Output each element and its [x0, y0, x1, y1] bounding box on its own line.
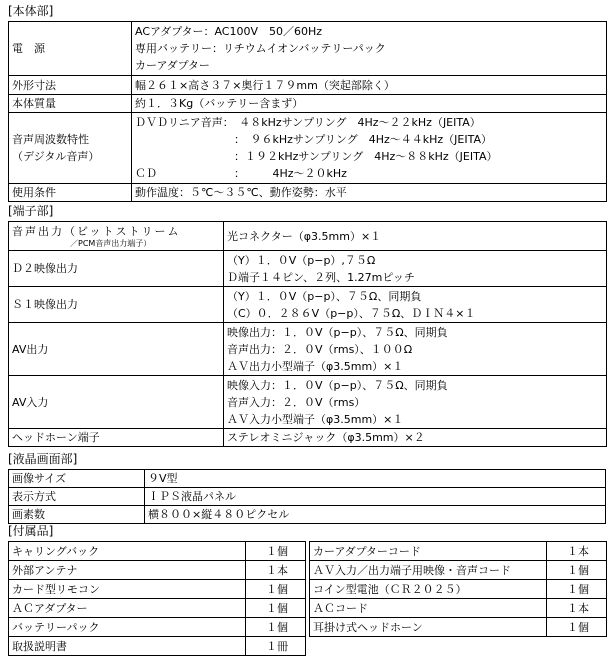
- lcd-label: 画像サイズ: [9, 470, 145, 488]
- conditions-value: 動作温度：５℃〜３５℃、動作姿勢：水平: [132, 184, 607, 202]
- section-title-accessories: [付属品]: [8, 524, 54, 538]
- power-value: [132, 22, 607, 76]
- dimensions-label: 外形寸法: [9, 76, 132, 95]
- weight-label: 本体質量: [9, 95, 132, 113]
- freq-line: ：１９２kHzサンプリング 4Hz〜８８kHz（JEITA）: [135, 150, 498, 163]
- accessory-qty: １個: [547, 561, 607, 580]
- table-row: [9, 580, 306, 599]
- av-in-line: ＡＶ入力小型端子（φ3.5mm）×１: [227, 412, 404, 426]
- accessory-qty: １本: [547, 599, 607, 618]
- av-in-label: AV入力: [9, 376, 224, 429]
- av-out-line: 映像出力：１．０V（p−p）、７５Ω、同期負: [227, 325, 448, 339]
- freq-label-line1: 音声周波数特性: [12, 133, 89, 146]
- av-out-line: ＡＶ出力小型端子（φ3.5mm）×１: [227, 359, 404, 373]
- section-title-main: [本体部]: [8, 4, 54, 18]
- accessory-item: 取扱説明書: [9, 637, 246, 656]
- accessory-item: コイン型電池（ＣＲ２０２５）: [310, 580, 547, 599]
- table-row: [9, 637, 306, 656]
- av-in-line: 映像入力：１．０V（p−p）、７５Ω、同期負: [227, 378, 448, 392]
- table-row: [9, 287, 607, 323]
- accessory-qty: １個: [246, 618, 306, 637]
- weight-value: 約１．３Kg（バッテリー含まず）: [132, 95, 607, 113]
- accessory-qty: １個: [246, 599, 306, 618]
- power-line: ACアダプター：AC100V 50／60Hz: [135, 25, 323, 38]
- table-row: [9, 599, 306, 618]
- lcd-spec-table: [8, 469, 606, 524]
- av-out-value: [224, 323, 607, 376]
- audio-out-value: 光コネクター（φ3.5mm）×１: [224, 222, 607, 251]
- accessory-qty: １個: [246, 580, 306, 599]
- table-row: [310, 599, 607, 618]
- freq-label-line2: （デジタル音声）: [12, 150, 100, 163]
- table-row: [9, 113, 607, 184]
- freq-value: [132, 113, 607, 184]
- lcd-label: 画素数: [9, 506, 145, 524]
- freq-line: ： ９６kHzサンプリング 4Hz〜４４kHz（JEITA）: [135, 133, 492, 146]
- d2-line: （Y）１．０V（p−p）,７５Ω: [227, 253, 376, 267]
- av-in-line: 音声入力：２．０V（rms）: [227, 395, 366, 409]
- table-row: [9, 561, 306, 580]
- accessory-qty: １個: [547, 618, 607, 637]
- table-row: [9, 323, 607, 376]
- lcd-value: ９V型: [145, 470, 606, 488]
- accessory-item: カーアダプターコード: [310, 542, 547, 561]
- table-row: [9, 22, 607, 76]
- table-row: [9, 542, 306, 561]
- freq-line: ＣＤ ： 4Hz〜２０kHz: [135, 167, 347, 180]
- headphone-label: ヘッドホーン端子: [9, 429, 224, 447]
- table-row: [310, 618, 607, 637]
- accessory-item: カード型リモコン: [9, 580, 246, 599]
- accessory-item: ＡＣアダプター: [9, 599, 246, 618]
- table-row: [9, 76, 607, 95]
- accessory-qty: １個: [547, 580, 607, 599]
- s1-label: Ｓ１映像出力: [9, 287, 224, 323]
- table-row: [9, 506, 606, 524]
- table-row: [9, 618, 306, 637]
- d2-value: [224, 251, 607, 287]
- table-row: [9, 488, 606, 506]
- accessory-item: バッテリーパック: [9, 618, 246, 637]
- lcd-value: 横８００×縦４８０ピクセル: [145, 506, 606, 524]
- main-spec-table: [8, 21, 607, 202]
- s1-value: [224, 287, 607, 323]
- table-row: [9, 376, 607, 429]
- terminal-spec-table: [8, 221, 607, 447]
- table-row: [9, 222, 607, 251]
- power-line: カーアダプター: [135, 59, 210, 72]
- accessory-item: ＡＣコード: [310, 599, 547, 618]
- table-row: [310, 542, 607, 561]
- table-row: [9, 95, 607, 113]
- d2-line: Ｄ端子１４ピン、２列、1.27mピッチ: [227, 270, 415, 284]
- accessory-qty: １冊: [246, 637, 306, 656]
- accessories-right-table: [309, 541, 607, 637]
- table-row: [310, 580, 607, 599]
- av-out-label: AV出力: [9, 323, 224, 376]
- accessory-qty: １本: [547, 542, 607, 561]
- dimensions-value: 幅２６１×高さ３７×奥行１７９mm（突起部除く）: [132, 76, 607, 95]
- table-row: [9, 251, 607, 287]
- accessory-qty: １本: [246, 561, 306, 580]
- table-row: [9, 429, 607, 447]
- accessory-item: 耳掛け式ヘッドホーン: [310, 618, 547, 637]
- power-label: 電 源: [9, 22, 132, 76]
- accessory-item: ＡＶ入力／出力端子用映像・音声コード: [310, 561, 547, 580]
- freq-line: ＤＶＤリニア音声： ４８kHzサンプリング 4Hz〜２２kHz（JEITA）: [135, 116, 481, 129]
- table-row: [9, 470, 606, 488]
- power-line: 専用バッテリー：リチウムイオンバッテリーパック: [135, 42, 386, 55]
- accessories-left-table: [8, 541, 306, 656]
- lcd-value: ＩＰＳ液晶パネル: [145, 488, 606, 506]
- lcd-label: 表示方式: [9, 488, 145, 506]
- section-title-terminals: [端子部]: [8, 204, 54, 218]
- headphone-value: ステレオミニジャック（φ3.5mm）×２: [224, 429, 607, 447]
- audio-out-sublabel: ／PCM音声出力端子）: [70, 238, 152, 248]
- av-out-line: 音声出力：２．０V（rms）、１００Ω: [227, 342, 413, 356]
- section-title-lcd: [液晶画面部]: [8, 452, 78, 466]
- s1-line: （Y）１．０V（p−p）、７５Ω、同期負: [227, 289, 422, 303]
- audio-out-label: [9, 222, 224, 251]
- table-row: [9, 184, 607, 202]
- d2-label: Ｄ２映像出力: [9, 251, 224, 287]
- av-in-value: [224, 376, 607, 429]
- conditions-label: 使用条件: [9, 184, 132, 202]
- freq-label: [9, 113, 132, 184]
- accessory-qty: １個: [246, 542, 306, 561]
- accessory-item: 外部アンテナ: [9, 561, 246, 580]
- accessory-item: キャリングバック: [9, 542, 246, 561]
- s1-line: （C）０．２８６V（p−p）、７５Ω、ＤＩＮ４×１: [227, 306, 476, 320]
- table-row: [310, 561, 607, 580]
- audio-out-label-main: 音声出力（ビットストリーム: [12, 224, 181, 238]
